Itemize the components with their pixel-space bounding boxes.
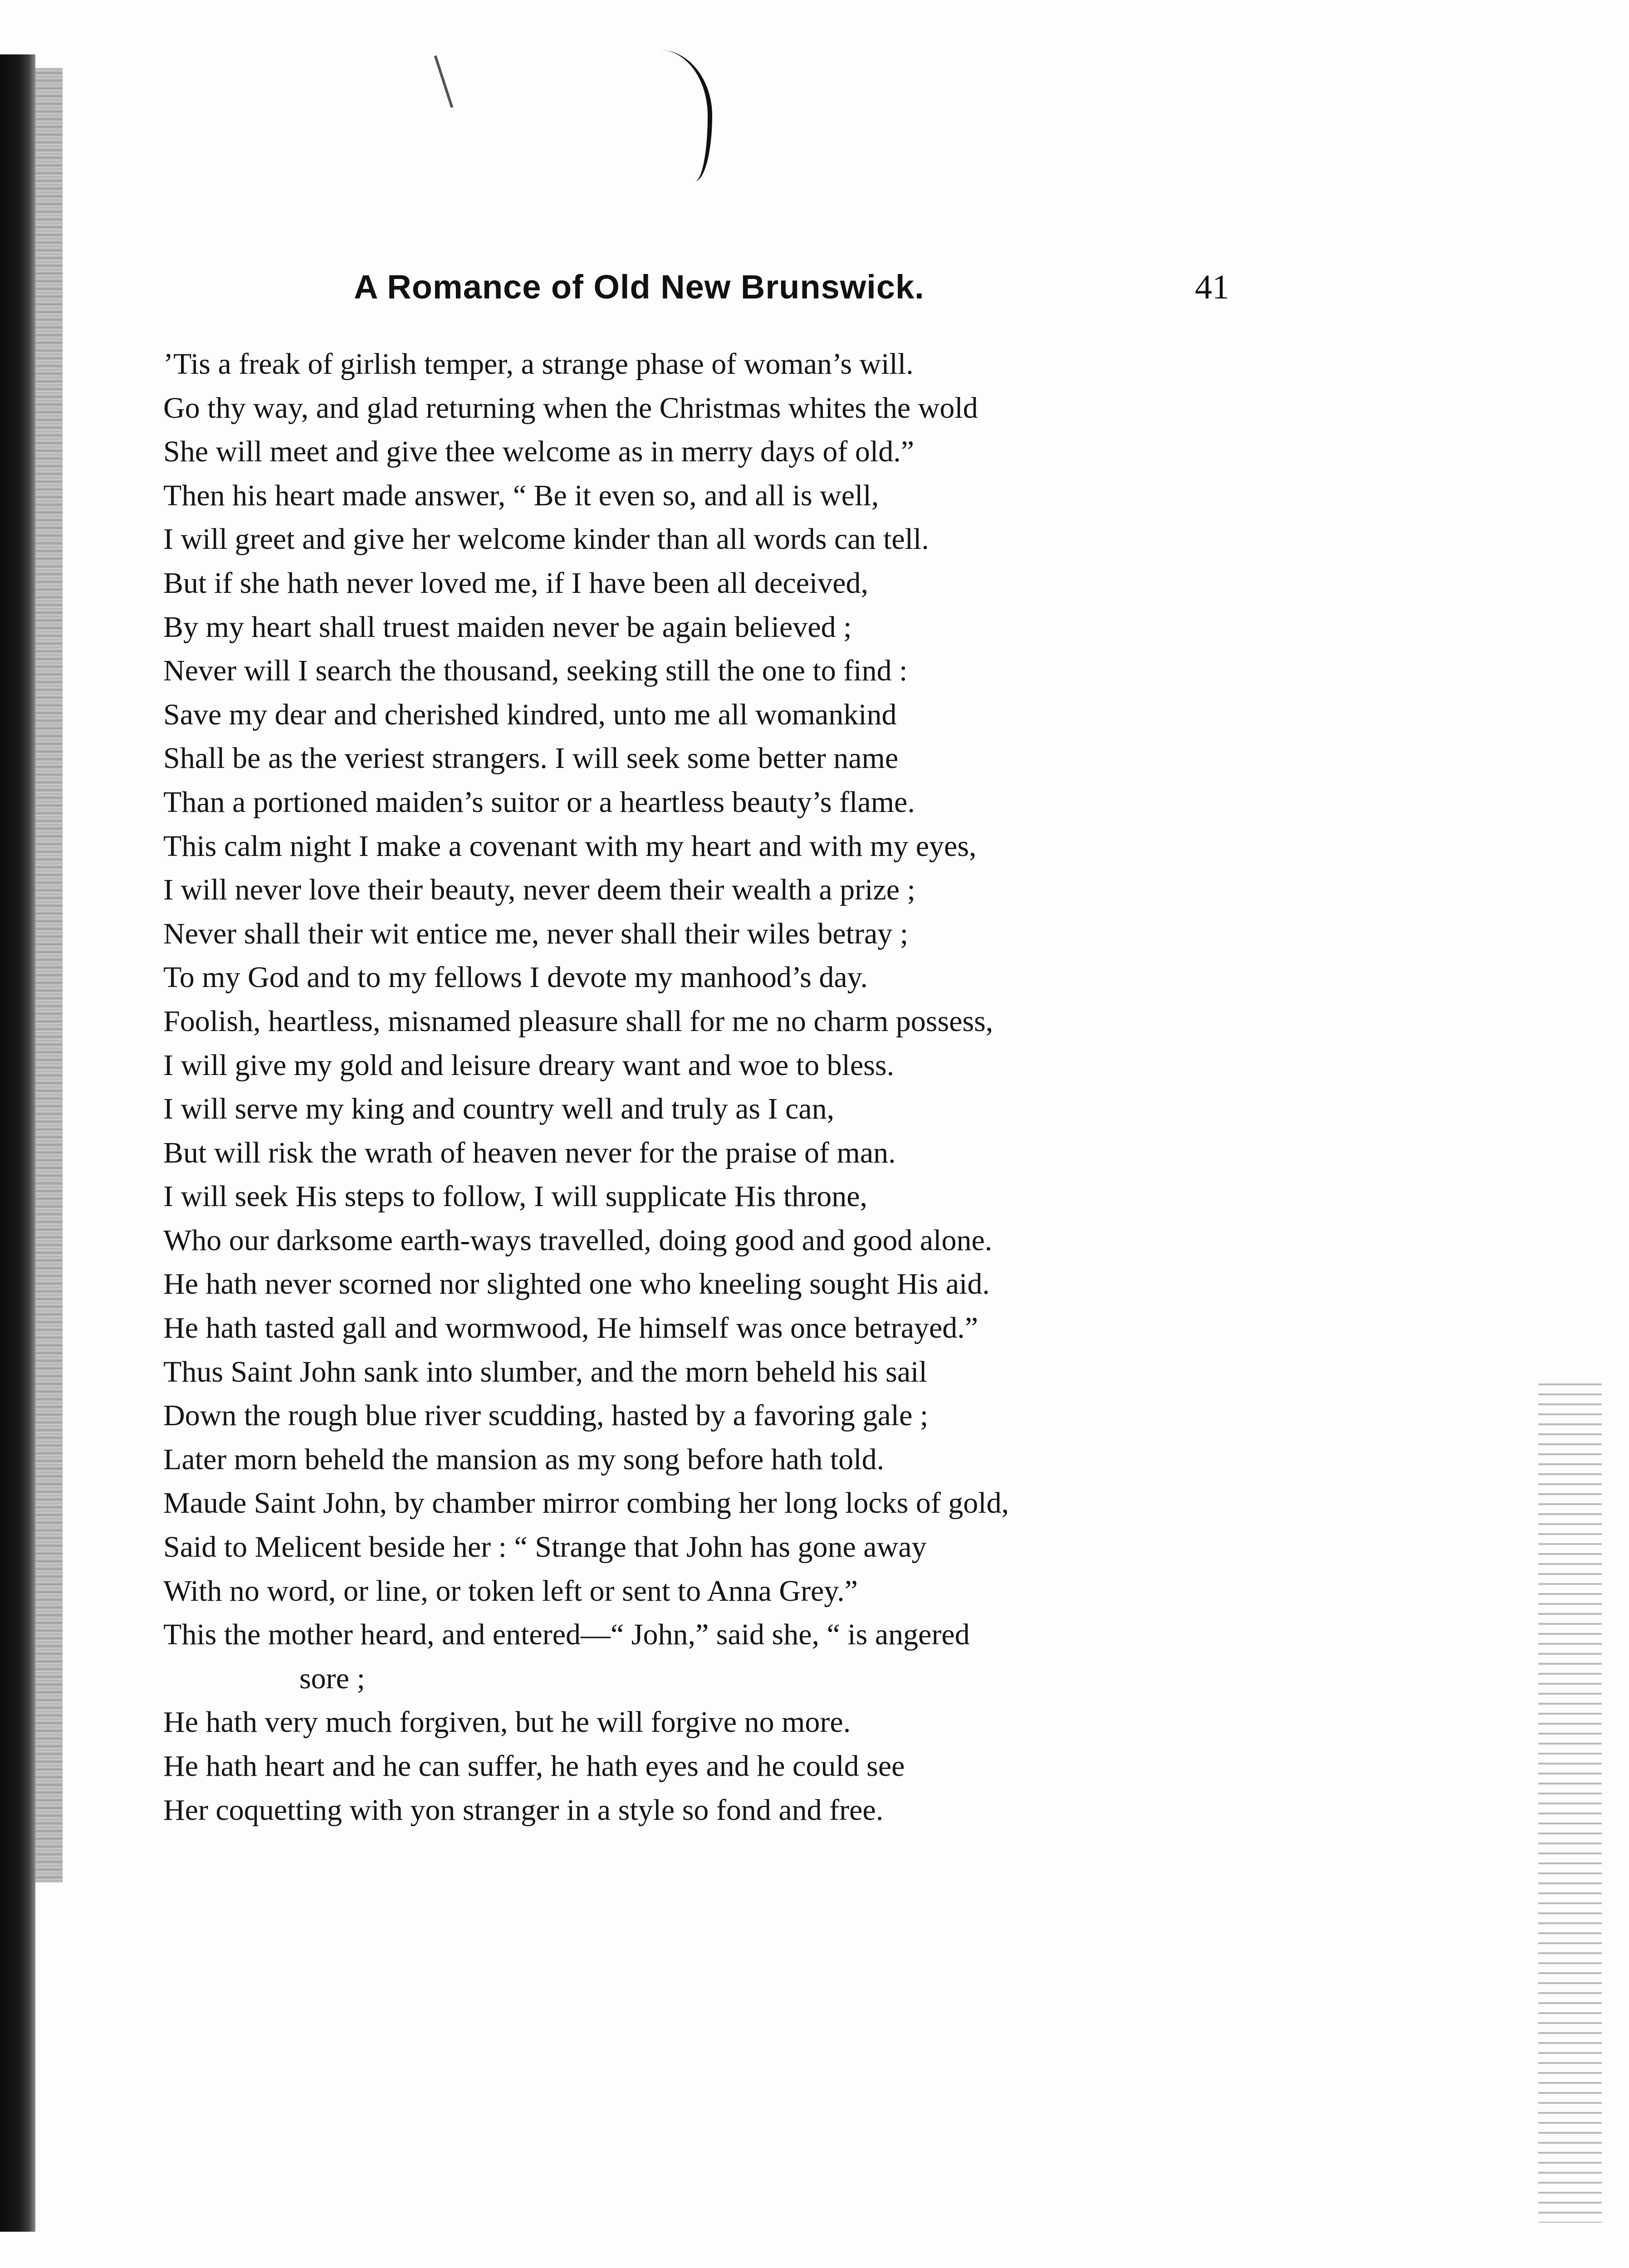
verse-line: This the mother heard, and entered—“ John,” said she, “ is angered	[163, 1618, 970, 1652]
verse-line: Who our darksome earth-ways travelled, doing good and good alone.	[163, 1223, 993, 1257]
verse-line: Shall be as the veriest strangers. I will seek some better name	[163, 742, 899, 775]
verse-line: To my God and to my fellows I devote my manhood’s day.	[163, 961, 868, 994]
verse-line: ’Tis a freak of girlish temper, a strange phase of woman’s will.	[163, 347, 914, 381]
verse-line: Down the rough blue river scudding, hasted by a favoring gale ;	[163, 1399, 929, 1432]
verse-line: I will give my gold and leisure dreary want and woe to bless.	[163, 1048, 895, 1082]
verse-line: With no word, or line, or token left or sent to Anna Grey.”	[163, 1574, 858, 1608]
scan-noise	[1538, 1383, 1602, 2223]
verse-line: She will meet and give thee welcome as in merry days of old.”	[163, 435, 914, 469]
verse-line: I will greet and give her welcome kinder than all words can tell.	[163, 523, 929, 556]
pencil-bracket-mark	[653, 50, 712, 181]
poem-text	[163, 342, 1275, 1832]
page-number: 41	[1195, 268, 1229, 306]
verse-line: Her coquetting with yon stranger in a style so fond and free.	[163, 1793, 884, 1827]
verse-line: Save my dear and cherished kindred, unto me all womankind	[163, 698, 897, 731]
verse-line-continuation: sore ;	[299, 1662, 365, 1695]
verse-line: He hath heart and he can suffer, he hath eyes and he could see	[163, 1750, 905, 1783]
verse-line: By my heart shall truest maiden never be again believed ;	[163, 610, 852, 644]
verse-line: Foolish, heartless, misnamed pleasure shall for me no charm possess,	[163, 1004, 993, 1038]
verse-line: Go thy way, and glad returning when the Christmas whites the wold	[163, 391, 978, 425]
verse-line: Later morn beheld the mansion as my song before hath told.	[163, 1442, 885, 1476]
verse-line: He hath very much forgiven, but he will forgive no more.	[163, 1706, 851, 1739]
verse-line: This calm night I make a covenant with my heart and with my eyes,	[163, 829, 977, 863]
verse-line: Thus Saint John sank into slumber, and the morn beheld his sail	[163, 1355, 927, 1388]
binding-edge	[0, 54, 35, 2232]
verse-line: Never will I search the thousand, seeking still the one to find :	[163, 654, 908, 688]
running-title: A Romance of Old New Brunswick.	[354, 268, 925, 306]
verse-line: He hath never scorned nor slighted one who kneeling sought His aid.	[163, 1267, 990, 1301]
page-header	[163, 268, 1229, 318]
ink-mark	[434, 55, 454, 108]
verse-line: Than a portioned maiden’s suitor or a heartless beauty’s flame.	[163, 785, 915, 819]
verse-line: Maude Saint John, by chamber mirror combing her long locks of gold,	[163, 1486, 1009, 1520]
verse-line: I will never love their beauty, never deem their wealth a prize ;	[163, 873, 915, 907]
verse-line: He hath tasted gall and wormwood, He himself was once betrayed.”	[163, 1311, 978, 1345]
verse-line: I will serve my king and country well and truly as I can,	[163, 1092, 835, 1126]
verse-line: But if she hath never loved me, if I have been all deceived,	[163, 566, 869, 600]
verse-line: Said to Melicent beside her : “ Strange that John has gone away	[163, 1530, 927, 1564]
verse-line: Then his heart made answer, “ Be it even so, and all is well,	[163, 479, 879, 512]
verse-line: I will seek His steps to follow, I will supplicate His throne,	[163, 1180, 867, 1213]
binding-shadow	[35, 68, 63, 1882]
verse-line: Never shall their wit entice me, never shall their wiles betray ;	[163, 917, 909, 950]
verse-line: But will risk the wrath of heaven never for the praise of man.	[163, 1136, 896, 1169]
